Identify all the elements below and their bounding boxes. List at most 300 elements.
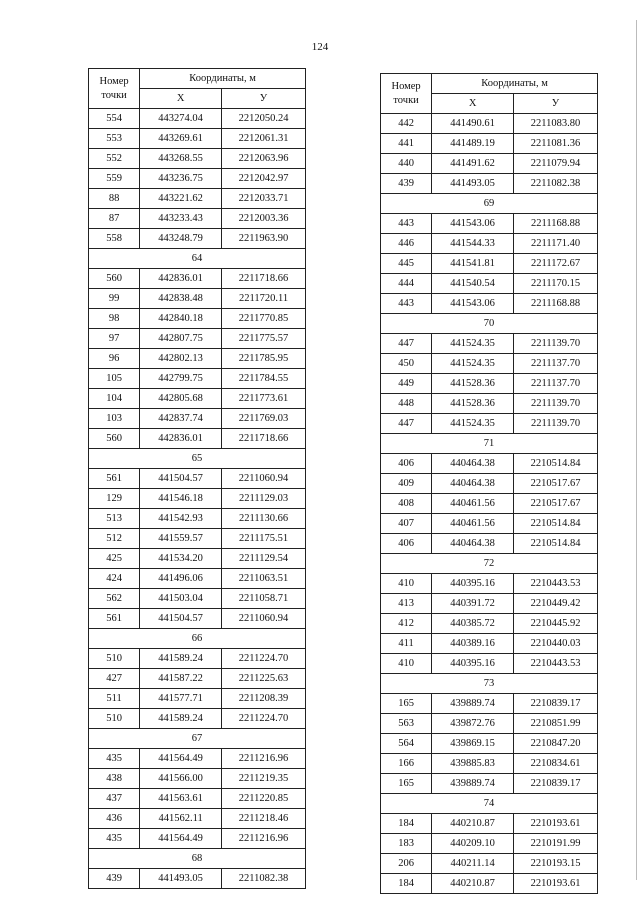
x-coordinate-cell: 440461.56 xyxy=(432,514,514,534)
group-row xyxy=(381,314,598,334)
table-row xyxy=(381,334,598,354)
table-row xyxy=(89,709,306,729)
x-coordinate-cell: 443269.61 xyxy=(140,129,222,149)
x-coordinate-cell: 441563.61 xyxy=(140,789,222,809)
point-number-cell: 165 xyxy=(381,694,432,714)
y-coordinate-cell: 2211168.88 xyxy=(514,294,598,314)
y-coordinate-cell: 2211060.94 xyxy=(222,609,306,629)
x-coordinate-cell: 439885.83 xyxy=(432,754,514,774)
point-number-cell: 447 xyxy=(381,334,432,354)
x-coordinate-cell: 441496.06 xyxy=(140,569,222,589)
y-coordinate-cell: 2211775.57 xyxy=(222,329,306,349)
x-coordinate-cell: 443248.79 xyxy=(140,229,222,249)
y-coordinate-cell: 2210443.53 xyxy=(514,654,598,674)
point-number-cell: 560 xyxy=(89,269,140,289)
group-label: 64 xyxy=(89,249,306,269)
y-coordinate-cell: 2211718.66 xyxy=(222,269,306,289)
table-row xyxy=(381,714,598,734)
y-coordinate-cell: 2210445.92 xyxy=(514,614,598,634)
table-row xyxy=(381,234,598,254)
point-number-header-line1: Номер xyxy=(391,80,421,92)
table-body xyxy=(381,114,598,894)
x-coordinate-cell: 440464.38 xyxy=(432,454,514,474)
table-body xyxy=(89,109,306,889)
y-coordinate-cell: 2212063.96 xyxy=(222,149,306,169)
x-coordinate-cell: 442802.13 xyxy=(140,349,222,369)
y-coordinate-cell: 2210834.61 xyxy=(514,754,598,774)
table-row xyxy=(89,609,306,629)
point-number-cell: 165 xyxy=(381,774,432,794)
table-row xyxy=(89,549,306,569)
x-coordinate-cell: 441543.06 xyxy=(432,214,514,234)
point-number-cell: 183 xyxy=(381,834,432,854)
group-row xyxy=(381,674,598,694)
table-row xyxy=(89,369,306,389)
x-coordinate-cell: 441589.24 xyxy=(140,709,222,729)
y-coordinate-cell: 2211216.96 xyxy=(222,749,306,769)
x-coordinate-cell: 442836.01 xyxy=(140,269,222,289)
table-row xyxy=(89,469,306,489)
y-coordinate-cell: 2211718.66 xyxy=(222,429,306,449)
group-row xyxy=(89,629,306,649)
x-coordinate-cell: 441589.24 xyxy=(140,649,222,669)
x-coordinate-cell: 441489.19 xyxy=(432,134,514,154)
y-coordinate-cell: 2210839.17 xyxy=(514,774,598,794)
table-header-row xyxy=(89,69,306,89)
y-coordinate-cell: 2211168.88 xyxy=(514,214,598,234)
x-coordinate-cell: 439889.74 xyxy=(432,774,514,794)
y-coordinate-cell: 2211784.55 xyxy=(222,369,306,389)
point-number-cell: 409 xyxy=(381,474,432,494)
point-number-cell: 562 xyxy=(89,589,140,609)
x-coordinate-cell: 441493.05 xyxy=(432,174,514,194)
x-coordinate-cell: 441504.57 xyxy=(140,469,222,489)
x-coordinate-cell: 442799.75 xyxy=(140,369,222,389)
x-coordinate-cell: 441504.57 xyxy=(140,609,222,629)
table-row xyxy=(89,809,306,829)
x-coordinate-cell: 442837.74 xyxy=(140,409,222,429)
point-number-cell: 563 xyxy=(381,714,432,734)
table-row xyxy=(89,789,306,809)
point-number-cell: 166 xyxy=(381,754,432,774)
point-number-cell: 435 xyxy=(89,829,140,849)
x-coordinate-cell: 441490.61 xyxy=(432,114,514,134)
point-number-cell: 552 xyxy=(89,149,140,169)
point-number-cell: 411 xyxy=(381,634,432,654)
x-coordinate-cell: 440210.87 xyxy=(432,814,514,834)
y-coordinate-cell: 2210193.15 xyxy=(514,854,598,874)
table-row xyxy=(89,229,306,249)
table-row xyxy=(381,414,598,434)
x-coordinate-cell: 441528.36 xyxy=(432,374,514,394)
y-coordinate-cell: 2210193.61 xyxy=(514,874,598,894)
group-label: 74 xyxy=(381,794,598,814)
table-row xyxy=(381,834,598,854)
y-coordinate-cell: 2210193.61 xyxy=(514,814,598,834)
table-row xyxy=(381,774,598,794)
coordinates-table-right xyxy=(380,73,598,894)
group-row xyxy=(381,194,598,214)
y-coordinate-cell: 2210449.42 xyxy=(514,594,598,614)
y-coordinate-cell: 2211129.54 xyxy=(222,549,306,569)
point-number-cell: 410 xyxy=(381,574,432,594)
point-number-cell: 97 xyxy=(89,329,140,349)
y-coordinate-cell: 2211060.94 xyxy=(222,469,306,489)
y-coordinate-cell: 2210440.03 xyxy=(514,634,598,654)
table-row xyxy=(89,829,306,849)
table-row xyxy=(89,169,306,189)
group-row xyxy=(381,794,598,814)
point-number-cell: 449 xyxy=(381,374,432,394)
y-coordinate-cell: 2211129.03 xyxy=(222,489,306,509)
point-number-cell: 512 xyxy=(89,529,140,549)
group-row xyxy=(89,449,306,469)
x-coordinate-cell: 441543.06 xyxy=(432,294,514,314)
table-row xyxy=(89,349,306,369)
x-coordinate-cell: 440211.14 xyxy=(432,854,514,874)
y-coordinate-cell: 2210514.84 xyxy=(514,534,598,554)
table-row xyxy=(381,754,598,774)
point-number-cell: 206 xyxy=(381,854,432,874)
table-row xyxy=(89,269,306,289)
table-header-row xyxy=(381,74,598,94)
x-coordinate-cell: 440464.38 xyxy=(432,474,514,494)
table-row xyxy=(89,389,306,409)
point-number-cell: 438 xyxy=(89,769,140,789)
x-coordinate-cell: 441542.93 xyxy=(140,509,222,529)
table-row xyxy=(381,174,598,194)
x-coordinate-cell: 440395.16 xyxy=(432,574,514,594)
point-number-cell: 437 xyxy=(89,789,140,809)
x-coordinate-cell: 441541.81 xyxy=(432,254,514,274)
y-coordinate-cell: 2211081.36 xyxy=(514,134,598,154)
y-coordinate-cell: 2211770.85 xyxy=(222,309,306,329)
y-coordinate-cell: 2211218.46 xyxy=(222,809,306,829)
y-coordinate-cell: 2211769.03 xyxy=(222,409,306,429)
table-row xyxy=(89,289,306,309)
point-number-cell: 425 xyxy=(89,549,140,569)
point-number-cell: 443 xyxy=(381,294,432,314)
point-number-cell: 561 xyxy=(89,609,140,629)
table-row xyxy=(381,854,598,874)
table-row xyxy=(89,409,306,429)
y-coordinate-cell: 2211139.70 xyxy=(514,414,598,434)
point-number-cell: 554 xyxy=(89,109,140,129)
point-number-cell: 553 xyxy=(89,129,140,149)
x-coordinate-cell: 441562.11 xyxy=(140,809,222,829)
coordinates-header: Координаты, м xyxy=(140,69,306,89)
point-number-cell: 445 xyxy=(381,254,432,274)
x-coordinate-cell: 441587.22 xyxy=(140,669,222,689)
point-number-cell: 406 xyxy=(381,534,432,554)
y-coordinate-cell: 2211172.67 xyxy=(514,254,598,274)
x-coordinate-cell: 440209.10 xyxy=(432,834,514,854)
table-row xyxy=(89,509,306,529)
y-coordinate-cell: 2211208.39 xyxy=(222,689,306,709)
y-coordinate-cell: 2210514.84 xyxy=(514,454,598,474)
y-header: У xyxy=(222,89,306,109)
table-row xyxy=(381,154,598,174)
point-number-cell: 448 xyxy=(381,394,432,414)
point-number-cell: 439 xyxy=(89,869,140,889)
point-number-cell: 558 xyxy=(89,229,140,249)
x-coordinate-cell: 441546.18 xyxy=(140,489,222,509)
point-number-header-line2: точки xyxy=(101,89,127,101)
group-label: 65 xyxy=(89,449,306,469)
scan-edge-line xyxy=(636,20,637,880)
y-coordinate-cell: 2212003.36 xyxy=(222,209,306,229)
y-header: У xyxy=(514,94,598,114)
point-number-cell: 446 xyxy=(381,234,432,254)
point-number-cell: 424 xyxy=(89,569,140,589)
y-coordinate-cell: 2210443.53 xyxy=(514,574,598,594)
y-coordinate-cell: 2212033.71 xyxy=(222,189,306,209)
point-number-cell: 99 xyxy=(89,289,140,309)
y-coordinate-cell: 2211079.94 xyxy=(514,154,598,174)
x-coordinate-cell: 440464.38 xyxy=(432,534,514,554)
point-number-cell: 413 xyxy=(381,594,432,614)
coordinates-table-left xyxy=(88,68,306,889)
table-row xyxy=(381,474,598,494)
point-number-header xyxy=(89,69,140,109)
x-coordinate-cell: 441564.49 xyxy=(140,749,222,769)
x-coordinate-cell: 441540.54 xyxy=(432,274,514,294)
table-row xyxy=(381,274,598,294)
y-coordinate-cell: 2210514.84 xyxy=(514,514,598,534)
y-coordinate-cell: 2211139.70 xyxy=(514,394,598,414)
group-row xyxy=(89,849,306,869)
x-coordinate-cell: 441503.04 xyxy=(140,589,222,609)
x-coordinate-cell: 441524.35 xyxy=(432,334,514,354)
x-coordinate-cell: 440385.72 xyxy=(432,614,514,634)
x-coordinate-cell: 442805.68 xyxy=(140,389,222,409)
table-row xyxy=(89,329,306,349)
table-row xyxy=(381,494,598,514)
point-number-cell: 412 xyxy=(381,614,432,634)
point-number-header-line2: точки xyxy=(393,94,419,106)
point-number-cell: 447 xyxy=(381,414,432,434)
table-row xyxy=(381,354,598,374)
table-row xyxy=(381,454,598,474)
table-row xyxy=(89,769,306,789)
point-number-cell: 513 xyxy=(89,509,140,529)
table-row xyxy=(381,594,598,614)
table-row xyxy=(381,614,598,634)
point-number-cell: 511 xyxy=(89,689,140,709)
x-coordinate-cell: 441577.71 xyxy=(140,689,222,709)
point-number-cell: 87 xyxy=(89,209,140,229)
x-coordinate-cell: 440389.16 xyxy=(432,634,514,654)
x-coordinate-cell: 443233.43 xyxy=(140,209,222,229)
y-coordinate-cell: 2210517.67 xyxy=(514,494,598,514)
x-coordinate-cell: 440461.56 xyxy=(432,494,514,514)
y-coordinate-cell: 2211063.51 xyxy=(222,569,306,589)
table-row xyxy=(381,654,598,674)
y-coordinate-cell: 2211773.61 xyxy=(222,389,306,409)
point-number-cell: 443 xyxy=(381,214,432,234)
y-coordinate-cell: 2211137.70 xyxy=(514,374,598,394)
x-coordinate-cell: 442838.48 xyxy=(140,289,222,309)
table-row xyxy=(381,294,598,314)
x-coordinate-cell: 439872.76 xyxy=(432,714,514,734)
table-row xyxy=(89,489,306,509)
y-coordinate-cell: 2210517.67 xyxy=(514,474,598,494)
x-coordinate-cell: 443268.55 xyxy=(140,149,222,169)
x-coordinate-cell: 439869.15 xyxy=(432,734,514,754)
y-coordinate-cell: 2211224.70 xyxy=(222,649,306,669)
table-row xyxy=(381,814,598,834)
point-number-cell: 407 xyxy=(381,514,432,534)
table-row xyxy=(381,534,598,554)
point-number-cell: 410 xyxy=(381,654,432,674)
point-number-cell: 184 xyxy=(381,814,432,834)
y-coordinate-cell: 2211175.51 xyxy=(222,529,306,549)
point-number-cell: 560 xyxy=(89,429,140,449)
x-coordinate-cell: 441564.49 xyxy=(140,829,222,849)
table-row xyxy=(89,749,306,769)
table-row xyxy=(381,874,598,894)
x-coordinate-cell: 441493.05 xyxy=(140,869,222,889)
group-label: 69 xyxy=(381,194,598,214)
point-number-cell: 105 xyxy=(89,369,140,389)
x-coordinate-cell: 441524.35 xyxy=(432,354,514,374)
table-row xyxy=(89,529,306,549)
y-coordinate-cell: 2211137.70 xyxy=(514,354,598,374)
table-row xyxy=(381,374,598,394)
point-number-cell: 440 xyxy=(381,154,432,174)
point-number-cell: 406 xyxy=(381,454,432,474)
table-row xyxy=(89,189,306,209)
point-number-header-line1: Номер xyxy=(99,75,129,87)
table-row xyxy=(89,129,306,149)
y-coordinate-cell: 2210847.20 xyxy=(514,734,598,754)
x-coordinate-cell: 441528.36 xyxy=(432,394,514,414)
y-coordinate-cell: 2210191.99 xyxy=(514,834,598,854)
y-coordinate-cell: 2212061.31 xyxy=(222,129,306,149)
x-coordinate-cell: 440210.87 xyxy=(432,874,514,894)
table-row xyxy=(89,669,306,689)
x-coordinate-cell: 441559.57 xyxy=(140,529,222,549)
table-row xyxy=(89,589,306,609)
x-coordinate-cell: 440395.16 xyxy=(432,654,514,674)
group-label: 70 xyxy=(381,314,598,334)
x-coordinate-cell: 442840.18 xyxy=(140,309,222,329)
table-row xyxy=(89,429,306,449)
x-coordinate-cell: 441544.33 xyxy=(432,234,514,254)
group-label: 67 xyxy=(89,729,306,749)
table-row xyxy=(381,134,598,154)
x-coordinate-cell: 442807.75 xyxy=(140,329,222,349)
x-header: X xyxy=(432,94,514,114)
y-coordinate-cell: 2211224.70 xyxy=(222,709,306,729)
x-coordinate-cell: 441524.35 xyxy=(432,414,514,434)
point-number-cell: 98 xyxy=(89,309,140,329)
table-row xyxy=(89,649,306,669)
point-number-cell: 104 xyxy=(89,389,140,409)
y-coordinate-cell: 2211170.15 xyxy=(514,274,598,294)
point-number-cell: 439 xyxy=(381,174,432,194)
point-number-cell: 442 xyxy=(381,114,432,134)
x-coordinate-cell: 442836.01 xyxy=(140,429,222,449)
x-coordinate-cell: 441491.62 xyxy=(432,154,514,174)
y-coordinate-cell: 2211058.71 xyxy=(222,589,306,609)
x-coordinate-cell: 441566.00 xyxy=(140,769,222,789)
point-number-cell: 408 xyxy=(381,494,432,514)
table-row xyxy=(89,569,306,589)
group-label: 72 xyxy=(381,554,598,574)
coordinates-header: Координаты, м xyxy=(432,74,598,94)
y-coordinate-cell: 2211720.11 xyxy=(222,289,306,309)
point-number-cell: 427 xyxy=(89,669,140,689)
point-number-cell: 441 xyxy=(381,134,432,154)
point-number-cell: 96 xyxy=(89,349,140,369)
y-coordinate-cell: 2211083.80 xyxy=(514,114,598,134)
y-coordinate-cell: 2210851.99 xyxy=(514,714,598,734)
table-row xyxy=(89,209,306,229)
point-number-cell: 510 xyxy=(89,649,140,669)
table-row xyxy=(381,214,598,234)
x-header: X xyxy=(140,89,222,109)
point-number-cell: 184 xyxy=(381,874,432,894)
point-number-cell: 129 xyxy=(89,489,140,509)
group-row xyxy=(89,249,306,269)
point-number-cell: 103 xyxy=(89,409,140,429)
table-row xyxy=(381,574,598,594)
group-row xyxy=(381,434,598,454)
table-row xyxy=(381,254,598,274)
x-coordinate-cell: 439889.74 xyxy=(432,694,514,714)
x-coordinate-cell: 443221.62 xyxy=(140,189,222,209)
point-number-cell: 559 xyxy=(89,169,140,189)
point-number-cell: 436 xyxy=(89,809,140,829)
point-number-cell: 450 xyxy=(381,354,432,374)
y-coordinate-cell: 2211082.38 xyxy=(514,174,598,194)
y-coordinate-cell: 2211171.40 xyxy=(514,234,598,254)
x-coordinate-cell: 441534.20 xyxy=(140,549,222,569)
table-row xyxy=(381,734,598,754)
table-row xyxy=(89,689,306,709)
point-number-cell: 564 xyxy=(381,734,432,754)
table-row xyxy=(381,634,598,654)
group-row xyxy=(381,554,598,574)
table-row xyxy=(89,109,306,129)
y-coordinate-cell: 2211220.85 xyxy=(222,789,306,809)
y-coordinate-cell: 2211139.70 xyxy=(514,334,598,354)
y-coordinate-cell: 2212050.24 xyxy=(222,109,306,129)
page-number: 124 xyxy=(311,41,329,53)
y-coordinate-cell: 2211130.66 xyxy=(222,509,306,529)
y-coordinate-cell: 2211082.38 xyxy=(222,869,306,889)
point-number-cell: 88 xyxy=(89,189,140,209)
group-label: 66 xyxy=(89,629,306,649)
table-row xyxy=(381,114,598,134)
group-row xyxy=(89,729,306,749)
x-coordinate-cell: 443274.04 xyxy=(140,109,222,129)
table-row xyxy=(381,694,598,714)
table-row xyxy=(89,309,306,329)
y-coordinate-cell: 2212042.97 xyxy=(222,169,306,189)
group-label: 73 xyxy=(381,674,598,694)
table-row xyxy=(89,149,306,169)
y-coordinate-cell: 2210839.17 xyxy=(514,694,598,714)
group-label: 71 xyxy=(381,434,598,454)
point-number-cell: 561 xyxy=(89,469,140,489)
y-coordinate-cell: 2211225.63 xyxy=(222,669,306,689)
y-coordinate-cell: 2211785.95 xyxy=(222,349,306,369)
point-number-header xyxy=(381,74,432,114)
table-row xyxy=(381,514,598,534)
x-coordinate-cell: 443236.75 xyxy=(140,169,222,189)
